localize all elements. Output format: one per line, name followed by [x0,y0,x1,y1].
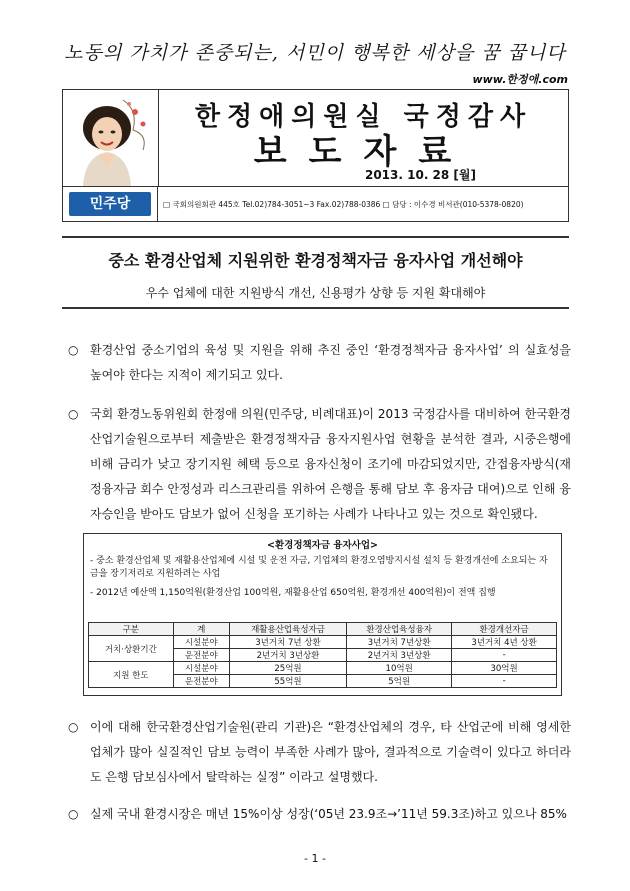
table-cell: 55억원 [229,675,346,688]
contact-info: □ 국회의원회관 445호 Tel.02)784-3051~3 Fax.02)788-0386 □ 담당 : 이수경 비서관(010-5378-0820) [158,186,568,222]
paragraph-text: 국회 환경노동위원회 한정애 의원(민주당, 비례대표)이 2013 국정감사를 대비하여 한국환경산업기술원으로부터 제출받은 환경정책자금 융자지원사업 현황을 분석한 결과, 시중은행에 비해 금리가 낮고 장기지원 혜택 등으로 융자신청이 조기에 마감되었지만, 간접융자방식(재정융자금 회수 안정성과 리스크관리를 위하여 은행을 통해 담보 후 융자금 대여)으로 인해 융자승인을 받아도 담보가 없어 신청을 포기하는 사례가 나타나고 있는 것으로 확인됐다. [90,407,571,521]
table-cell: 운전분야 [173,675,229,688]
headline-box [62,236,569,309]
table-header-cell: 계 [173,623,229,636]
table-cell: 운전분야 [173,649,229,662]
bullet-icon: ○ [68,343,79,357]
info-box-title: <환경정책자금 융자사업> [267,540,378,551]
lawmaker-portrait [63,90,159,186]
table-cell: 3년거치 4년 상환 [452,636,557,649]
table-row [89,662,557,675]
paragraph [68,715,571,790]
loan-program-box [83,533,562,696]
party-logo: 민주당 [69,192,151,216]
bullet-icon: ○ [68,807,79,821]
table-cell: 시설분야 [173,636,229,649]
headline: 중소 환경산업체 지원위한 환경정책자금 융자사업 개선해야 [108,251,523,270]
paragraph [68,338,571,388]
table-header-cell: 구분 [89,623,174,636]
table-cell: 10억원 [347,662,452,675]
table-cell: 시설분야 [173,662,229,675]
table-cell: 3년거치 7년 상환 [229,636,346,649]
paragraph [68,402,571,527]
office-title: 한정애의원실 국정감사 [194,102,533,132]
table-cell: 5억원 [347,675,452,688]
table-cell: - [452,649,557,662]
slogan: 노동의 가치가 존중되는, 서민이 행복한 세상을 꿈 꿉니다 [64,42,566,64]
bullet-icon: ○ [68,720,79,734]
table-cell: - [452,675,557,688]
paragraph-text: 이에 대해 한국환경산업기술원(관리 기관)은 “환경산업체의 경우, 타 산업군에 비해 영세한 업체가 많아 실질적인 담보 능력이 부족한 사례가 많아, 결과적으로 기술력이 있다고 하더라도 은행 담보심사에서 탈락하는 실정” 이라고 설명했다. [90,720,571,784]
paragraph-text: 환경산업 중소기업의 육성 및 지원을 위해 추진 중인 ‘환경정책자금 융자사업’ 의 실효성을 높여야 한다는 지적이 제기되고 있다. [90,343,571,382]
paragraph-text: 실제 국내 환경시장은 매년 15%이상 성장(‘05년 23.9조→’11년 59.3조)하고 있으나 85% [90,807,567,821]
table-cell: 거치·상환기간 [89,636,174,662]
press-release-header [62,89,569,222]
title-area [159,90,568,186]
table-header-row [89,623,557,636]
loan-terms-table [88,622,557,688]
info-item: - 2012년 예산액 1,150억원(환경산업 100억원, 재활용산업 650억원, 환경개선 400억원)이 전액 집행 [90,588,496,598]
page-number: - 1 - [304,852,326,865]
paragraph [68,802,571,827]
release-date: 2013. 10. 28 [월] [364,168,476,182]
table-cell: 3년거치 7년상환 [347,636,452,649]
table-cell: 25억원 [229,662,346,675]
table-cell: 2년거치 3년상환 [347,649,452,662]
table-header-cell: 환경개선자금 [452,623,557,636]
main-title: 보도자료 [253,132,474,172]
table-header-cell: 재활용산업육성자금 [229,623,346,636]
bullet-icon: ○ [68,407,79,421]
website-link[interactable]: www.한정애.com [472,73,568,86]
subheadline: 우수 업체에 대한 지원방식 개선, 신용평가 상향 등 지원 확대해야 [145,286,486,300]
table-cell: 지원 한도 [89,662,174,688]
table-cell: 30억원 [452,662,557,675]
table-row [89,636,557,649]
table-cell: 2년거치 3년상환 [229,649,346,662]
party-logo-cell [63,186,158,221]
info-item: - 중소 환경산업체 및 재활용산업체에 시설 및 운전 자금, 기업체의 환경오염방지시설 설치 등 환경개선에 소요되는 자금을 장기저리로 지원하려는 사업 [90,556,548,579]
table-header-cell: 환경산업육성융자 [347,623,452,636]
